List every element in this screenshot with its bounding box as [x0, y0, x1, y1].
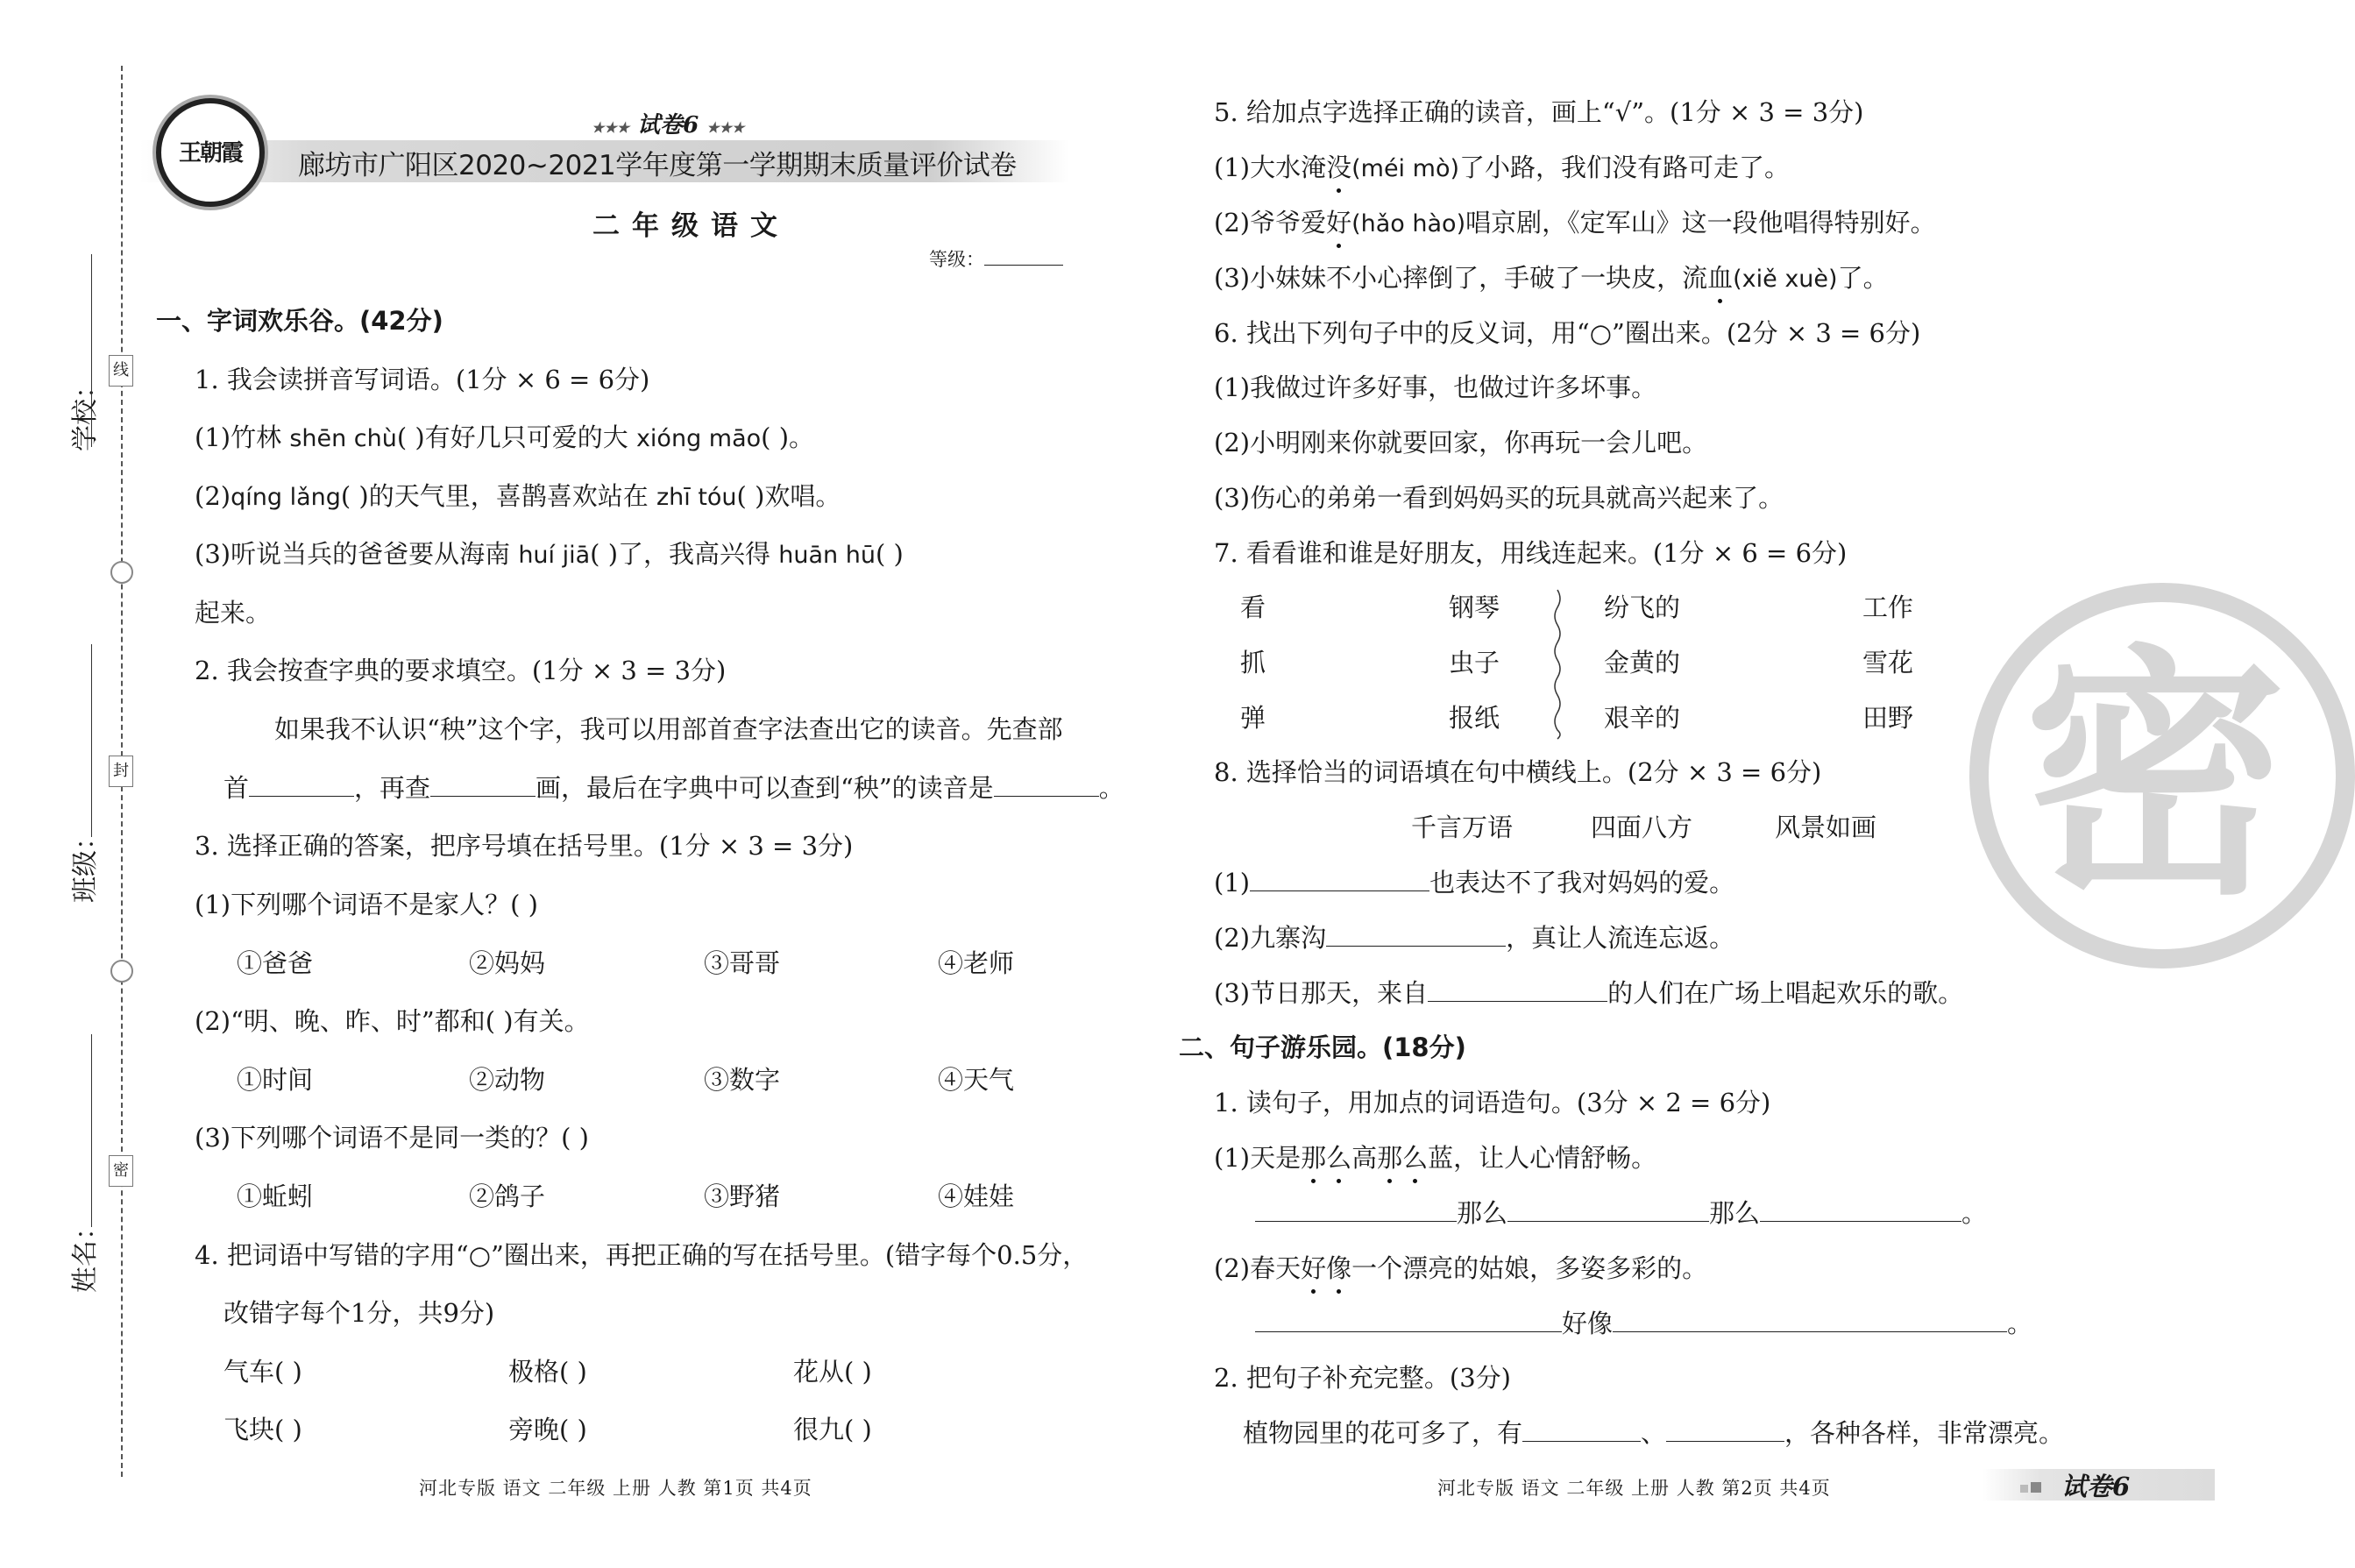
grade-label: 等级： — [929, 249, 984, 270]
seal-xian: 线 — [109, 355, 133, 387]
q3-1-option-1: ①爸爸 — [237, 948, 314, 978]
q3-2-option-4: ④天气 — [938, 1065, 1015, 1095]
q7-word[interactable]: 弹 — [1240, 703, 1266, 733]
q7-word[interactable]: 看 — [1240, 592, 1266, 622]
q4-word-1[interactable]: 气车( ) — [223, 1357, 302, 1387]
subject-title: 二年级语文 — [592, 210, 790, 242]
q3-3[interactable]: (3)下列哪个词语不是同一类的？( ) — [195, 1123, 589, 1153]
q7-word[interactable]: 田野 — [1862, 703, 1914, 733]
seal-mi: 密 — [109, 1155, 133, 1187]
q3-2-option-3: ③数字 — [704, 1065, 781, 1095]
q3-2-option-2: ②动物 — [469, 1065, 546, 1095]
class-label: 班级： — [70, 824, 101, 903]
seal-ornament-icon — [110, 561, 133, 584]
q8-word-3: 风景如画 — [1775, 812, 1877, 842]
q7-word[interactable]: 工作 — [1862, 592, 1914, 622]
pinyin-choice[interactable]: (hǎo hào) — [1351, 210, 1466, 238]
q8-title: 8. 选择恰当的词语填在句中横线上。(2分 × 3 = 6分) — [1214, 757, 1822, 787]
q2-text: 如果我不认识“秧”这个字，我可以用部首查字法查出它的读音。先查部 — [274, 714, 1063, 744]
q3-title: 3. 选择正确的答案，把序号填在括号里。(1分 × 3 = 3分) — [195, 831, 854, 861]
name-label: 姓名： — [70, 1214, 101, 1293]
q8-1: (1) 也表达不了我对妈妈的爱。 — [1214, 868, 1735, 898]
q2-title: 2. 我会按查字典的要求填空。(1分 × 3 = 3分) — [195, 656, 727, 685]
q5-2: (2)爷爷爱好(hǎo hào)唱京剧，《定军山》这一段他唱得特别好。 — [1214, 205, 1936, 242]
fill-blank[interactable] — [1613, 1307, 2007, 1332]
q3-3-option-3: ③野猪 — [704, 1181, 781, 1211]
q7-word[interactable]: 钢琴 — [1449, 592, 1500, 622]
section-1-heading: 一、字词欢乐谷。(42分) — [156, 306, 443, 336]
fill-blank[interactable] — [1255, 1196, 1457, 1222]
fill-blank[interactable] — [1255, 1307, 1562, 1332]
q7-title: 7. 看看谁和谁是好朋友，用线连起来。(1分 × 6 = 6分) — [1214, 538, 1848, 568]
footer-right: 河北专版 语文 二年级 上册 人教 第2页 共4页 — [1437, 1478, 1831, 1499]
corner-tag-squares-icon — [2020, 1479, 2041, 1496]
answer-blank[interactable]: ( )的天气里，喜鹊喜欢站在 — [340, 481, 656, 511]
q7-word[interactable]: 雪花 — [1862, 648, 1914, 678]
answer-blank[interactable]: ( ) — [875, 539, 904, 569]
q5-3: (3)小妹妹不小心摔倒了，手破了一块皮，流血(xiě xuè)了。 — [1214, 260, 1889, 297]
q1-item-3-cont: 起来。 — [195, 598, 272, 628]
q1-item-1: (1)竹林 shēn chù( )有好几只可爱的大 xióng māo( )。 — [195, 422, 815, 452]
fill-blank[interactable] — [1507, 1196, 1709, 1222]
q4-word-4[interactable]: 飞块( ) — [223, 1415, 302, 1444]
q3-1-option-3: ③哥哥 — [704, 948, 781, 978]
wavy-divider — [1551, 590, 1564, 739]
name-field[interactable] — [91, 1034, 92, 1227]
q3-2[interactable]: (2)“明、晚、昨、时”都和( )有关。 — [195, 1006, 590, 1036]
fill-blank[interactable] — [1522, 1416, 1641, 1442]
footer-left: 河北专版 语文 二年级 上册 人教 第1页 共4页 — [419, 1478, 812, 1499]
school-label: 学校： — [70, 372, 101, 451]
seal-ornament-icon — [110, 960, 133, 983]
q3-3-option-2: ②鸽子 — [469, 1181, 546, 1211]
section-2-heading: 二、句子游乐园。(18分) — [1179, 1032, 1466, 1062]
q6-1[interactable]: (1)我做过许多好事，也做过许多坏事。 — [1214, 372, 1657, 402]
grade-field[interactable] — [929, 245, 1063, 272]
s2-title: 2. 把句子补充完整。(3分) — [1214, 1363, 1511, 1393]
q7-word[interactable]: 艰辛的 — [1604, 703, 1681, 733]
q3-1-option-2: ②妈妈 — [469, 948, 546, 978]
q8-word-1: 千言万语 — [1411, 812, 1514, 842]
answer-blank[interactable]: ( )有好几只可爱的大 — [396, 422, 636, 452]
fill-blank[interactable] — [994, 771, 1099, 797]
q7-word[interactable]: 金黄的 — [1604, 648, 1681, 678]
fill-blank[interactable] — [1326, 921, 1506, 947]
q7-match-table — [1240, 590, 1941, 756]
logo-badge — [156, 98, 265, 207]
q1-item-2: (2)qíng lǎng( )的天气里，喜鹊喜欢站在 zhī tóu( )欢唱。 — [195, 481, 841, 511]
q3-1[interactable]: (1)下列哪个词语不是家人？( ) — [195, 890, 538, 919]
stars-left: ★★★ — [592, 119, 630, 136]
q3-2-option-1: ①时间 — [237, 1065, 314, 1095]
q8-2: (2)九寨沟 ，真让人流连忘返。 — [1214, 923, 1735, 953]
paper-tag: 试卷6 — [637, 112, 699, 138]
s1-2: (2)春天好像一个漂亮的姑娘，多姿多彩的。 — [1214, 1251, 1707, 1286]
fill-blank[interactable] — [1666, 1416, 1784, 1442]
q1-title: 1. 我会读拼音写词语。(1分 × 6 = 6分) — [195, 365, 650, 394]
answer-blank[interactable]: ( )了，我高兴得 — [590, 539, 779, 569]
q6-title: 6. 找出下列句子中的反义词，用“○”圈出来。(2分 × 3 = 6分) — [1214, 318, 1921, 348]
q8-3: (3)节日那天，来自 的人们在广场上唱起欢乐的歌。 — [1214, 978, 1964, 1008]
s1-title: 1. 读句子，用加点的词语造句。(3分 × 2 = 6分) — [1214, 1088, 1771, 1117]
watermark-glyph: 密 — [2024, 624, 2287, 930]
q1-item-3: (3)听说当兵的爸爸要从海南 huí jiā( )了，我高兴得 huān hū( ) — [195, 539, 904, 569]
q4-word-6[interactable]: 很九( ) — [793, 1415, 872, 1444]
logo-text: 王朝霞 — [178, 140, 242, 167]
q4-word-5[interactable]: 旁晚( ) — [508, 1415, 587, 1444]
answer-blank[interactable]: ( )欢唱。 — [736, 481, 841, 511]
pinyin-choice[interactable]: (xiě xuè) — [1733, 266, 1838, 293]
answer-blank[interactable]: ( )。 — [761, 422, 815, 452]
paper-tag-row — [592, 107, 744, 139]
s1-1-fill: 那么 那么 。 — [1255, 1196, 1987, 1231]
q2-fill-line: 首 ，再查 画，最后在字典中可以查到“秧”的读音是 。 — [223, 773, 1124, 803]
q3-3-option-4: ④娃娃 — [938, 1181, 1015, 1211]
fill-blank[interactable] — [1428, 976, 1607, 1002]
class-field[interactable] — [91, 644, 92, 837]
q3-1-option-4: ④老师 — [938, 948, 1015, 978]
q4-word-3[interactable]: 花从( ) — [793, 1357, 872, 1387]
fill-blank[interactable] — [1760, 1196, 1961, 1222]
q4-title: 4. 把词语中写错的字用“○”圈出来，再把正确的写在括号里。(错字每个0.5分， — [195, 1240, 1089, 1270]
q7-word[interactable]: 报纸 — [1449, 703, 1500, 733]
s2-fill: 植物园里的花可多了，有 、 ，各种各样，非常漂亮。 — [1243, 1418, 2065, 1448]
q8-word-2: 四面八方 — [1591, 812, 1693, 842]
pinyin-choice[interactable]: (méi mò) — [1351, 155, 1459, 182]
school-field[interactable] — [91, 254, 92, 447]
corner-tag: 试卷6 — [2061, 1472, 2131, 1501]
fill-blank[interactable] — [430, 771, 536, 797]
fill-blank[interactable] — [1250, 866, 1429, 891]
q4-title-cont: 改错字每个1分，共9分) — [223, 1298, 495, 1328]
stars-right: ★★★ — [706, 119, 745, 136]
q7-word[interactable]: 虫子 — [1449, 648, 1500, 678]
q3-3-option-1: ①蚯蚓 — [237, 1181, 314, 1211]
page-title: 廊坊市广阳区2020~2021学年度第一学期期末质量评价试卷 — [298, 150, 1017, 181]
fill-blank[interactable] — [249, 771, 354, 797]
s1-2-fill: 好像 。 — [1255, 1306, 2032, 1341]
q7-word[interactable]: 纷飞的 — [1604, 592, 1681, 622]
q6-2[interactable]: (2)小明刚来你就要回家，你再玩一会儿吧。 — [1214, 428, 1708, 458]
q5-title: 5. 给加点字选择正确的读音，画上“√”。(1分 × 3 = 3分) — [1214, 97, 1864, 127]
q6-3[interactable]: (3)伤心的弟弟一看到妈妈买的玩具就高兴起来了。 — [1214, 483, 1784, 513]
q7-word[interactable]: 抓 — [1240, 648, 1266, 678]
watermark-seal — [1969, 583, 2355, 968]
q5-1: (1)大水淹没(méi mò)了小路，我们没有路可走了。 — [1214, 150, 1790, 187]
seal-feng: 封 — [109, 756, 133, 787]
q4-word-2[interactable]: 极格( ) — [508, 1357, 587, 1387]
s1-1: (1)天是那么高那么蓝，让人心情舒畅。 — [1214, 1140, 1656, 1175]
